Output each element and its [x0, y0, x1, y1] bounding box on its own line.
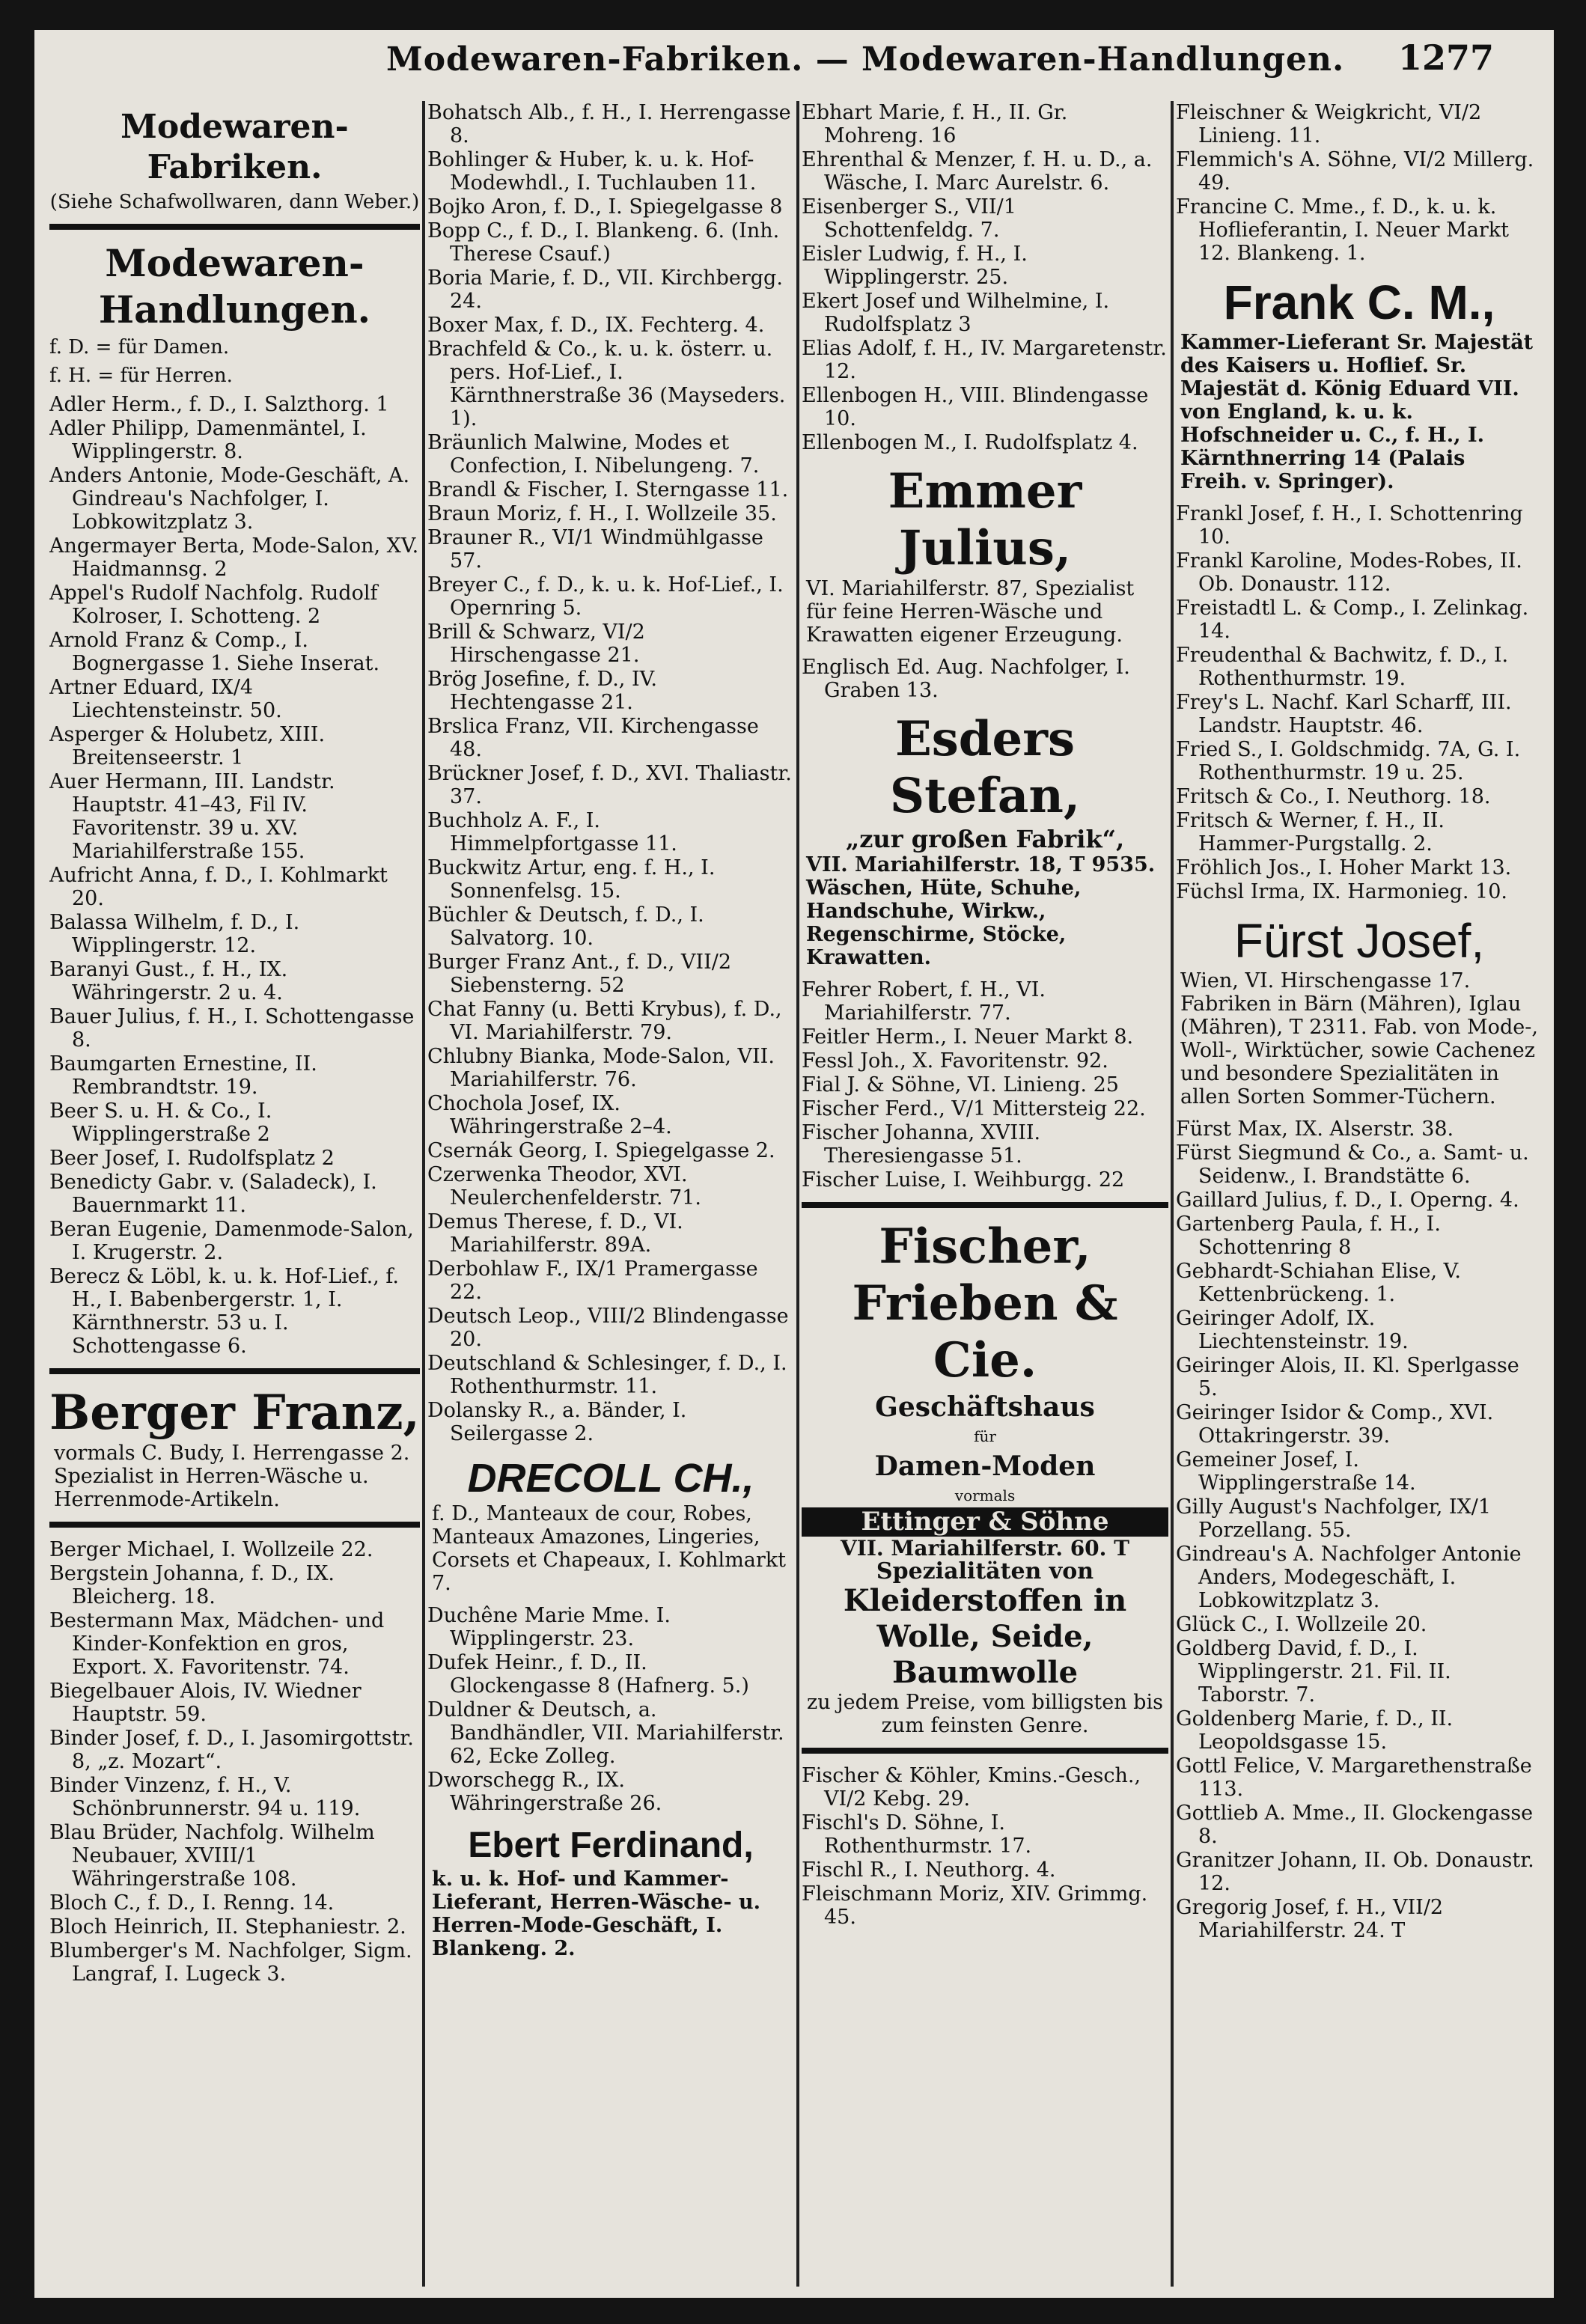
ad-text: Wien, VI. Hirschengasse 17. Fabriken in Bärn (Mähren), Iglau (Mähren), T 2311. Fab. von Mode-, Woll-, Wirktücher, sowie Cachenez und besondere Spezialitäten in allen Sorten Sommer-Tüchern. [1180, 969, 1538, 1108]
list-item: Brückner Josef, f. D., XVI. Thaliastr. 37. [427, 762, 792, 808]
list-item: Gaillard Julius, f. D., I. Operng. 4. [1176, 1189, 1519, 1212]
list-item: Fischl's D. Söhne, I. Rothenthurmstr. 17. [802, 1811, 1032, 1858]
list-item: Anders Antonie, Mode-Geschäft, A. Gindreau's Nachfolger, I. Lobkowitzplatz 3. [49, 464, 410, 534]
running-title: Modewaren-Fabriken. — Modewaren-Handlungen. [386, 40, 1345, 79]
list-item: Burger Franz Ant., f. D., VII/2 Siebensterng. 52 [427, 951, 732, 997]
ad-text: vormals [954, 1486, 1016, 1504]
entry-list [1176, 1117, 1543, 1942]
list-item: Fleischmann Moriz, XIV. Grimmg. 45. [802, 1882, 1148, 1929]
divider [49, 1522, 420, 1528]
list-item: Gottl Felice, V. Margarethenstraße 113. [1176, 1754, 1532, 1801]
list-item: Fritsch & Werner, f. H., II. Hammer-Purgstallg. 2. [1176, 809, 1445, 856]
list-item: Boria Marie, f. D., VII. Kirchbergg. 24. [427, 266, 783, 313]
list-item: Ehrenthal & Menzer, f. H. u. D., a. Wäsche, I. Marc Aurelstr. 6. [802, 148, 1153, 195]
entry-list [802, 1764, 1168, 1929]
list-item: Asperger & Holubetz, XIII. Breitenseerstr. 1 [49, 723, 326, 769]
list-item: Brslica Franz, VII. Kirchengasse 48. [427, 715, 759, 761]
section-heading-fabriken: Modewaren-Fabriken. [121, 108, 349, 186]
list-item: Büchler & Deutsch, f. D., I. Salvatorg. 10. [427, 903, 704, 950]
list-item: Brauner R., VI/1 Windmühlgasse 57. [427, 526, 763, 573]
list-item: Bohlinger & Huber, k. u. k. Hof-Modewhdl., I. Tuchlauben 11. [427, 148, 757, 195]
list-item: Berger Michael, I. Wollzeile 22. [49, 1538, 373, 1561]
ad-text: k. u. k. Hof- und Kammer-Lieferant, Herren-Wäsche- u. Herren-Mode-Geschäft, I. Blankeng. 2. [432, 1867, 761, 1960]
list-item: Breyer C., f. D., k. u. k. Hof-Lief., I. Opernring 5. [427, 573, 784, 620]
list-item: Fleischner & Weigkricht, VI/2 Linieng. 11. [1176, 101, 1482, 147]
list-item: Fischl R., I. Neuthorg. 4. [802, 1858, 1056, 1882]
list-item: Freistadtl L. & Comp., I. Zelinkag. 14. [1176, 597, 1529, 643]
list-item: Glück C., I. Wollzeile 20. [1176, 1613, 1427, 1636]
column-3 [802, 101, 1168, 2287]
list-item: Beer S. u. H. & Co., I. Wipplingerstraße 2 [49, 1100, 272, 1146]
list-item: Frankl Karoline, Modes-Robes, II. Ob. Donaustr. 112. [1176, 549, 1522, 596]
list-item: Bergstein Johanna, f. D., IX. Bleicherg. 18. [49, 1562, 335, 1608]
advertisement-fischer-frieben [802, 1219, 1168, 1737]
list-item: Adler Herm., f. D., I. Salzthorg. 1 [49, 393, 389, 416]
list-item: Bräunlich Malwine, Modes et Confection, I. Nibelungeng. 7. [427, 431, 760, 478]
ad-title: Esders Stefan, [889, 711, 1081, 824]
ad-text: VII. Mariahilferstr. 60. T [841, 1536, 1129, 1561]
list-item: Baumgarten Ernestine, II. Rembrandtstr. 19. [49, 1052, 317, 1099]
advertisement-ebert [427, 1824, 794, 1960]
divider [802, 1748, 1168, 1754]
list-item: Artner Eduard, IX/4 Liechtensteinstr. 50. [49, 676, 282, 722]
list-item: Gebhardt-Schiahan Elise, V. Kettenbrückeng. 1. [1176, 1260, 1462, 1306]
ad-text: Kammer-Lieferant Sr. Majestät des Kaisers u. Hoflief. Sr. Majestät d. König Eduard VII. von England, k. u. k. Hofschneider u. C., f. H., I. Kärnthnerring 14 (Palais Freih. v. Springer). [1180, 331, 1534, 493]
list-item: Fischer Luise, I. Weihburgg. 22 [802, 1168, 1125, 1192]
list-item: Freudenthal & Bachwitz, f. D., I. Rothenthurmstr. 19. [1176, 644, 1509, 690]
list-item: Fürst Siegmund & Co., a. Samt- u. Seidenw., I. Brandstätte 6. [1176, 1141, 1529, 1188]
divider [49, 224, 420, 230]
list-item: Buchholz A. F., I. Himmelpfortgasse 11. [427, 809, 677, 856]
list-item: Buckwitz Artur, eng. f. H., I. Sonnenfelsg. 15. [427, 856, 716, 903]
list-item: Bloch Heinrich, II. Stephaniestr. 2. [49, 1915, 406, 1939]
list-item: Blumberger's M. Nachfolger, Sigm. Langraf, I. Lugeck 3. [49, 1939, 412, 1986]
list-item: Binder Josef, f. D., I. Jasomirgottstr. 8, „z. Mozart“. [49, 1727, 414, 1773]
list-item: Ellenbogen M., I. Rudolfsplatz 4. [802, 431, 1138, 454]
section-note: (Siehe Schafwollwaren, dann Weber.) [49, 191, 420, 213]
list-item: Fehrer Robert, f. H., VI. Mariahilferstr. 77. [802, 978, 1046, 1025]
list-item: Duldner & Deutsch, a. Bandhändler, VII. Mariahilferstr. 62, Ecke Zolleg. [427, 1698, 784, 1768]
directory-page [34, 30, 1554, 2298]
list-item: Goldenberg Marie, f. D., II. Leopoldsgasse 15. [1176, 1707, 1454, 1754]
ad-subtitle: Geschäftshaus [875, 1391, 1095, 1423]
ad-text: vormals C. Budy, I. Herrengasse 2. Spezialist in Herren-Wäsche u. Herrenmode-Artikeln. [54, 1442, 410, 1511]
list-item: Beran Eugenie, Damenmode-Salon, I. Krugerstr. 2. [49, 1218, 414, 1264]
list-item: Eisler Ludwig, f. H., I. Wipplingerstr. 25. [802, 243, 1028, 289]
abbreviation-line: f. H. = für Herren. [49, 365, 233, 387]
list-item: Flemmich's A. Söhne, VI/2 Millerg. 49. [1176, 148, 1534, 195]
list-item: Bloch C., f. D., I. Renng. 14. [49, 1891, 335, 1915]
ad-title: DRECOLL CH., [467, 1456, 754, 1501]
ad-text: VII. Mariahilferstr. 18, T 9535. Wäschen, Hüte, Schuhe, Handschuhe, Wirkw., Regenschirme, Stöcke, Krawatten. [806, 853, 1156, 969]
list-item: Frankl Josef, f. H., I. Schottenring 10. [1176, 502, 1523, 549]
list-item: Czerwenka Theodor, XVI. Neulerchenfelderstr. 71. [427, 1163, 701, 1210]
ad-subtitle: Kleiderstoffen in Wolle, Seide, Baumwolle [843, 1583, 1127, 1690]
list-item: Biegelbauer Alois, IV. Wiedner Hauptstr. 59. [49, 1680, 362, 1726]
section-heading-handlungen: Modewaren-Handlungen. [98, 241, 371, 332]
ad-text: für [974, 1427, 996, 1445]
list-item: Chlubny Bianka, Mode-Salon, VII. Mariahilferstr. 76. [427, 1045, 775, 1091]
list-item: Englisch Ed. Aug. Nachfolger, I. Graben 13. [802, 656, 1130, 702]
ad-text: VI. Mariahilferstr. 87, Spezialist für feine Herren-Wäsche und Krawatten eigener Erzeugung. [806, 577, 1135, 647]
list-item: Feitler Herm., I. Neuer Markt 8. [802, 1025, 1134, 1049]
list-item: Aufricht Anna, f. D., I. Kohlmarkt 20. [49, 864, 388, 910]
list-item: Brandl & Fischer, I. Sterngasse 11. [427, 478, 789, 501]
entry-list [802, 101, 1168, 454]
list-item: Brill & Schwarz, VI/2 Hirschengasse 21. [427, 620, 645, 667]
entry-list [49, 393, 420, 1358]
entry-list [1176, 101, 1543, 265]
list-item: Baranyi Gust., f. H., IX. Währingerstr. 2 u. 4. [49, 958, 288, 1004]
list-item: Fröhlich Jos., I. Hoher Markt 13. [1176, 856, 1512, 879]
list-item: Binder Vinzenz, f. H., V. Schönbrunnerstr. 94 u. 119. [49, 1774, 361, 1820]
list-item: Ellenbogen H., VIII. Blindengasse 10. [802, 384, 1149, 430]
list-item: Bauer Julius, f. H., I. Schottengasse 8. [49, 1005, 415, 1052]
abbreviation-line: f. D. = für Damen. [49, 336, 230, 359]
list-item: Gottlieb A. Mme., II. Glockengasse 8. [1176, 1802, 1534, 1848]
list-item: Gartenberg Paula, f. H., I. Schottenring 8 [1176, 1213, 1441, 1259]
list-item: Gindreau's A. Nachfolger Antonie Anders, Modegeschäft, I. Lobkowitzplatz 3. [1176, 1543, 1522, 1612]
ad-text: zu jedem Preise, vom billigsten bis zum feinsten Genre. [807, 1691, 1163, 1737]
list-item: Benedicty Gabr. v. (Saladeck), I. Bauernmarkt 11. [49, 1171, 377, 1217]
list-item: Derbohlaw F., IX/1 Pramergasse 22. [427, 1257, 758, 1304]
list-item: Gregorig Josef, f. H., VII/2 Mariahilferstr. 24. T [1176, 1896, 1444, 1942]
list-item: Deutschland & Schlesinger, f. D., I. Rothenthurmstr. 11. [427, 1352, 787, 1398]
ad-subtitle: „zur großen Fabrik“, [845, 825, 1125, 853]
ad-text: f. D., Manteaux de cour, Robes, Manteaux Amazones, Lingeries, Corsets et Chapeaux, I. Kohlmarkt 7. [432, 1502, 787, 1595]
divider [802, 1202, 1168, 1208]
ad-title: Emmer Julius, [888, 463, 1082, 576]
column-1 [49, 101, 420, 2287]
list-item: Fritsch & Co., I. Neuthorg. 18. [1176, 785, 1491, 808]
ad-title: Frank C. M., [1223, 275, 1495, 329]
advertisement-frank [1176, 274, 1543, 493]
list-item: Dufek Heinr., f. D., II. Glockengasse 8 (Hafnerg. 5.) [427, 1651, 749, 1698]
list-item: Frey's L. Nachf. Karl Scharff, III. Landstr. Hauptstr. 46. [1176, 691, 1512, 737]
list-item: Angermayer Berta, Mode-Salon, XV. Haidmannsg. 2 [49, 534, 419, 581]
list-item: Dolansky R., a. Bänder, I. Seilergasse 2. [427, 1399, 687, 1445]
list-item: Braun Moriz, f. H., I. Wollzeile 35. [427, 502, 777, 525]
advertisement-fuerst [1176, 912, 1543, 1108]
ad-title: Ebert Ferdinand, [468, 1826, 754, 1865]
list-item: Beer Josef, I. Rudolfsplatz 2 [49, 1147, 335, 1170]
advertisement-drecoll [427, 1454, 794, 1595]
entry-list [802, 656, 1168, 702]
column-2 [427, 101, 794, 2287]
list-item: Fischer Johanna, XVIII. Theresiengasse 51. [802, 1121, 1041, 1168]
list-item: Arnold Franz & Comp., I. Bognergasse 1. Siehe Inserat. [49, 629, 380, 675]
column-4 [1176, 101, 1543, 2287]
divider [49, 1368, 420, 1374]
list-item: Francine C. Mme., f. D., k. u. k. Hoflieferantin, I. Neuer Markt 12. Blankeng. 1. [1176, 195, 1509, 265]
list-item: Berecz & Löbl, k. u. k. Hof-Lief., f. H., I. Babenbergerstr. 1, I. Kärnthnerstr. 53 u. I. Schottengasse 6. [49, 1265, 400, 1358]
list-item: Auer Hermann, III. Landstr. Hauptstr. 41–43, Fil IV. Favoritenstr. 39 u. XV. Mariahilferstraße 155. [49, 770, 335, 863]
page-number: 1277 [1397, 37, 1494, 78]
list-item: Balassa Wilhelm, f. D., I. Wipplingerstr. 12. [49, 911, 300, 957]
list-item: Chochola Josef, IX. Währingerstraße 2–4. [427, 1092, 672, 1138]
list-item: Fischer & Köhler, Kmins.-Gesch., VI/2 Kebg. 29. [802, 1764, 1141, 1811]
list-item: Brachfeld & Co., k. u. k. österr. u. pers. Hof-Lief., I. Kärnthnerstraße 36 (Mayseders. 1). [427, 338, 786, 430]
list-item: Granitzer Johann, II. Ob. Donaustr. 12. [1176, 1849, 1534, 1895]
list-item: Csernák Georg, I. Spiegelgasse 2. [427, 1139, 775, 1162]
list-item: Geiringer Isidor & Comp., XVI. Ottakringerstr. 39. [1176, 1401, 1494, 1448]
list-item: Gilly August's Nachfolger, IX/1 Porzellang. 55. [1176, 1495, 1492, 1542]
advertisement-esders [802, 711, 1168, 969]
list-item: Dworschegg R., IX. Währingerstraße 26. [427, 1769, 662, 1815]
list-item: Chat Fanny (u. Betti Krybus), f. D., VI. Mariahilferstr. 79. [427, 998, 782, 1044]
ad-title: Fürst Josef, [1233, 914, 1485, 968]
list-item: Blau Brüder, Nachfolg. Wilhelm Neubauer, XVIII/1 Währingerstraße 108. [49, 1821, 375, 1891]
ad-subtitle: Damen-Moden [874, 1451, 1096, 1482]
ad-banner: Ettinger & Söhne [802, 1507, 1168, 1537]
page-header [34, 30, 1554, 97]
list-item: Bohatsch Alb., f. H., I. Herrengasse 8. [427, 101, 791, 147]
list-item: Fial J. & Söhne, VI. Linieng. 25 [802, 1073, 1119, 1097]
list-item: Adler Philipp, Damenmäntel, I. Wipplingerstr. 8. [49, 417, 367, 463]
list-item: Bojko Aron, f. D., I. Spiegelgasse 8 [427, 195, 783, 219]
list-item: Fischer Ferd., V/1 Mittersteig 22. [802, 1097, 1146, 1120]
list-item: Bopp C., f. D., I. Blankeng. 6. (Inh. Therese Csauf.) [427, 219, 780, 266]
list-item: Fürst Max, IX. Alserstr. 38. [1176, 1117, 1454, 1141]
list-item: Eisenberger S., VII/1 Schottenfeldg. 7. [802, 195, 1016, 242]
column-rule [1171, 101, 1174, 2287]
ad-title: Frieben & Cie. [852, 1275, 1118, 1388]
list-item: Elias Adolf, f. H., IV. Margaretenstr. 12. [802, 337, 1167, 383]
list-item: Geiringer Adolf, IX. Liechtensteinstr. 19. [1176, 1307, 1409, 1353]
entry-list [1176, 502, 1543, 903]
list-item: Brög Josefine, f. D., IV. Hechtengasse 21. [427, 668, 657, 714]
entry-list [427, 101, 794, 1445]
list-item: Gemeiner Josef, I. Wipplingerstraße 14. [1176, 1448, 1416, 1495]
list-item: Duchêne Marie Mme. I. Wipplingerstr. 23. [427, 1604, 671, 1650]
column-rule [796, 101, 799, 2287]
ad-title: Fischer, [879, 1219, 1091, 1275]
list-item: Ekert Josef und Wilhelmine, I. Rudolfsplatz 3 [802, 290, 1110, 336]
ad-text: Spezialitäten von [876, 1558, 1094, 1585]
advertisement-berger [49, 1385, 420, 1511]
list-item: Fessl Joh., X. Favoritenstr. 92. [802, 1049, 1108, 1073]
ad-title: Berger Franz, [49, 1385, 420, 1441]
list-item: Fried S., I. Goldschmidg. 7A, G. I. Rothenthurmstr. 19 u. 25. [1176, 738, 1521, 784]
list-item: Ebhart Marie, f. H., II. Gr. Mohreng. 16 [802, 101, 1068, 147]
list-item: Boxer Max, f. D., IX. Fechterg. 4. [427, 314, 765, 337]
list-item: Goldberg David, f. D., I. Wipplingerstr. 21. Fil. II. Taborstr. 7. [1176, 1637, 1451, 1707]
list-item: Füchsl Irma, IX. Harmonieg. 10. [1176, 880, 1507, 903]
list-item: Deutsch Leop., VIII/2 Blindengasse 20. [427, 1305, 789, 1351]
list-item: Demus Therese, f. D., VI. Mariahilferstr. 89A. [427, 1210, 683, 1257]
entry-list [427, 1604, 794, 1815]
advertisement-emmer [802, 463, 1168, 647]
column-rule [422, 101, 425, 2287]
entry-list [802, 978, 1168, 1192]
list-item: Geiringer Alois, II. Kl. Sperlgasse 5. [1176, 1354, 1519, 1400]
list-item: Bestermann Max, Mädchen- und Kinder-Konfektion en gros, Export. X. Favoritenstr. 74. [49, 1609, 385, 1679]
list-item: Appel's Rudolf Nachfolg. Rudolf Kolroser, I. Schotteng. 2 [49, 582, 378, 628]
entry-list [49, 1538, 420, 1986]
